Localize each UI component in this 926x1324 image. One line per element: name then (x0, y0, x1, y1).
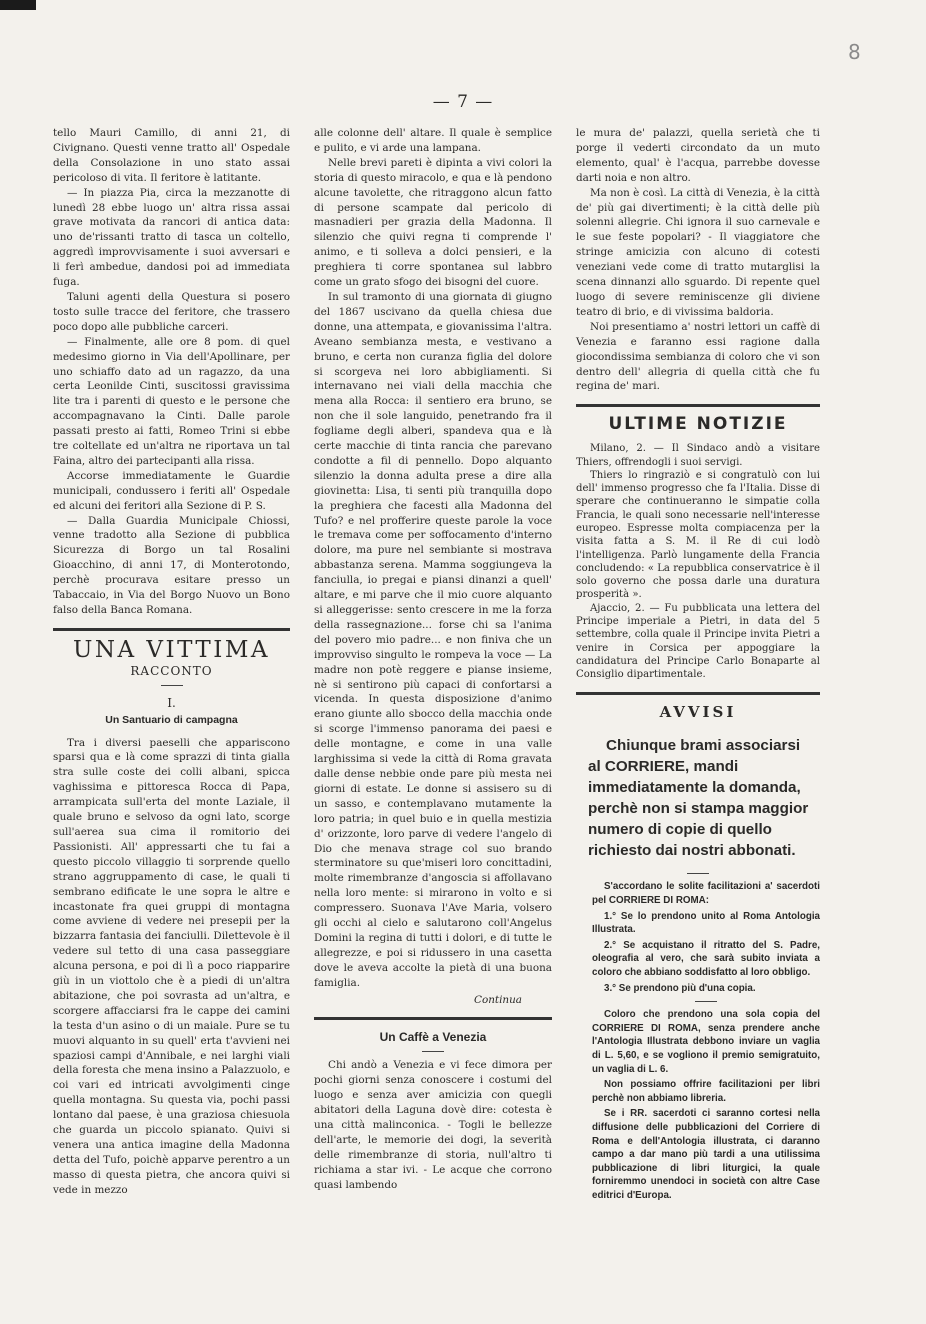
short-divider (422, 1051, 444, 1052)
news-item: Thiers lo ringraziò e si congratulò con lui dell' immenso progresso che fa l'Italia. Disse di sperare che continueranno le simpatie colla Francia, le quali sono necessarie nell'interesse europeo. Espresse molta compiacenza per la visita fatta a S. M. il Re di cui lodò l'intelligenza. Parlò lungamente della Francia concludendo: « La repubblica conservatrice è il solo governo che possa darle una duratura prosperità ». (576, 469, 820, 601)
column-right (576, 126, 820, 1205)
article-paragraph: Chi andò a Venezia e vi fece dimora per pochi giorni senza conoscere i costumi del luogo e senza aver amicizia con quegli abitatori della Laguna dovè dire: cotesta è una città malinconica. - Togli le bellezze dell'arte, le memorie dei dogi, la severità delle rimembranze di storia, null'altro ti richiama a star ivi. - Le acque che corrono quasi lambendo (314, 1059, 552, 1191)
story-paragraph: In sul tramonto di una giornata di giugno del 1867 uscivano da quella chiesa due donne, una attempata, e giovanissima l'altra. Aveano sembianza mesta, e vestivano a bruno, e certa non curanza figlia del dolore si scorgeva nei loro abbigliamenti. Si internavano nei viali della macchia che mena alla Rocca: il sentiero era bruno, se non che il sole languido, penetrando fra il fogliame degli alberi, spandeva qua e là certe macchie di tinta rancia che parevano condotte a fil di pennello. Dopo alquanto silenzio la donna adulta prese a dire alla giovinetta: Lisa, ti senti più tranquilla dopo la preghiera che facesti alla Madonna del Tufo? e nel profferire queste parole la voce le tremava come per soffocamento d'interno dolore, ma pure nel sembiante si mostrava abbastanza serena. Mamma soggiungeva la fanciulla, io pregai e piansi dinanzi a quell' altare, e mi parve che il mio cuore alquanto si alleggerisse: sento crescere in me la forza della rassegnazione... forse chi sa l'anima del povero mio padre... e non finiva che un improvviso singulto le rompeva la voce — La madre non potè reggere e pianse insieme, nè si sentirono più capaci di confortarsi a vicenda. In questa disposizione d'animo erano giunte allo sbocco della macchia onde si scorge l'immenso panorama dei paesi e delle montagne, e come in una valle larghissima si vede la città di Roma gravata dalle dense nebbie onde pare più mesta nei giorni di estate. Le donne si assisero su di un sasso, e contemplavano mutamente la loro patria; in quel buio e in quella mestizia d' orizzonte, loro parve di vedere l'angelo di Dio che menava strage col suo brando sterminatore su que'miseri loro concittadini, molte rimembranze d'angoscia si affollavano nella loro mente: si mirarono in volto e si compressero. Suonava l'Ave Maria, volsero gli occhi al cielo e salutarono coll'Angelus Domini la regina di tutti i dolori, e di tutte le allegrezze, e poi si ridussero in una casetta dove le aveva accolte la pietà di una buona famiglia. (314, 290, 552, 989)
article-paragraph: le mura de' palazzi, quella serietà che ti porge il vederti circondato da un muto elemento, qual' è l'acqua, parrebbe dovesse darti noia e non altro. (576, 127, 820, 184)
page-number: — 7 — (432, 92, 494, 112)
story-paragraph: Nelle brevi pareti è dipinta a vivi colori la storia di questo miracolo, e qua e là pendono alcune tavolette, che ritraggono alcun fatto di persone scampate dal pericolo di masnadieri per grazia della Madonna. Il silenzio che quivi regna ti comprende l' animo, e ti solleva a dolci pensieri, e la preghiera ti corre spontanea sul labbro come un grato sfogo dei bisogni del cuore. (314, 156, 552, 289)
article-paragraph: Noi presentiamo a' nostri lettori un caffè di Venezia e faranno essi ragione dalla giocondissima sembianza di coloro che vi son dentro dell' allegria di quella città che fu regina de' mari. (576, 320, 820, 393)
news-item: Ajaccio, 2. — Fu pubblicata una lettera del Principe imperiale a Pietri, in data del 5 settembre, colla quale il Principe invita Pietri a venire in Corsica per appoggiare la candidatura del Principe Carlo Bonaparte al Consiglio dipartimentale. (576, 602, 820, 681)
story-paragraph: alle colonne dell' altare. Il quale è semplice e pulito, e vi arde una lampana. (314, 127, 552, 154)
news-paragraph: tello Mauri Camillo, di anni 21, di Civignano. Questi venne tratto all' Ospedale della Consolazione in uno stato assai pericoloso di vita. Il feritore è latitante. (53, 127, 290, 184)
avvisi-note: 3.° Se prendono più d'una copia. (604, 982, 756, 994)
article-paragraph: Ma non è così. La città di Venezia, è la città de' più gai divertimenti; è la città delle più solenni allegrie. Chi ignora il suo carnevale e le sue feste popolari? - Il viaggiatore che stringe amicizia con alcuno di cotesti veneziani vede come di tratto mutarglisi la scena dinnanzi allo sguardo. Di repente quel luogo di severe reminiscenze gli diviene teatro di brio, e di vivissima baldoria. (576, 186, 820, 318)
news-paragraph: Taluni agenti della Questura si posero tosto sulle tracce del feritore, che trassero poco dopo alle pubbliche carceri. (53, 290, 290, 333)
section-divider (576, 692, 820, 695)
corner-ink-mark (0, 0, 36, 10)
section-divider (53, 628, 290, 631)
avvisi-main-notice: Chiunque brami associarsi al CORRIERE, mandi immediatamente la domanda, perchè non si stampa maggior numero di copie di quello richiesto dai nostri abbonati. (588, 737, 809, 860)
section-divider (576, 404, 820, 407)
story-paragraph: Tra i diversi paeselli che appariscono sparsi qua e là come sprazzi di tinta gialla stra sulle coste dei colli albani, spicca vaghissima e pittoresca Rocca di Papa, arrampicata sull'erta del monte Laziale, il quale bruno e selvoso da ogni lato, scorge sull'aerea sua cima il romitorio dei Passionisti. All' appressarti che tu fai a questo piccolo villaggio ti sorprende quello strano aggruppamento di case, le quali ti sembrano edificate le une sopra le altre e incastonate fra quei gruppi di montagna come avviene di vedere nei presepii per la bizzarra fantasia dei fanciulli. Dilettevole è il vedere sul tetto di una casa passeggiare alcuna persona, e poi di lì a poco riapparire giù in un viottolo che è a piedi di un'altra abitazione, che poi sovrasta ad un'altra, e scorgere affacciarsi fra le cappe dei camini la testa d'un asino o di un maiale. Pure se tu muovi alquanto in su quell' erta t'avvieni nei spaziosi campi d'Annibale, e nei larghi viali della foresta che mena insino a Palazzuolo, e coi vari ed intricati avvolgimenti cinge quella montagna. Su questa via, pochi passi lontano dal paese, è una graziosa chiesuola che guarda un piccolo spianato. Quivi si venera una antica imagine della Madonna detta del Tufo, poichè apparve perentro a un masso di questa pietra, che ancora quivi si vede in mezzo (53, 736, 291, 1196)
continua-label: Continua (474, 993, 522, 1006)
chapter-number: I. (167, 695, 176, 710)
chapter-title: Un Santuario di campagna (105, 713, 238, 726)
news-body (576, 442, 820, 681)
avvisi-note: 2.° Se acquistano il ritratto del S. Padre, oleografia al vero, che sarà subito inviata a coloro che abbiano soddisfatto al loro obbligo. (592, 939, 820, 979)
short-divider (687, 873, 709, 874)
avvisi-note: S'accordano le solite facilitazioni a' sacerdoti pel CORRIERE DI ROMA: (592, 881, 820, 907)
short-divider (161, 685, 183, 686)
short-divider (695, 1001, 717, 1002)
avvisi-note: Coloro che prendono una sola copia del CORRIERE DI ROMA, senza prendere anche l'Antologia Illustrata debbono inviare un vaglia di L. 5,60, e se vogliono il premio semigratuito, un vaglia di L. 6. (592, 1009, 820, 1075)
avvisi-note: 1.° Se lo prendono unito al Roma Antologia Illustrata. (592, 910, 820, 936)
story-title: UNA VITTIMA (73, 636, 270, 663)
news-item: Milano, 2. — Il Sindaco andò a visitare Thiers, offrendogli i suoi servigi. (576, 443, 820, 468)
column-left (53, 126, 290, 1198)
avvisi-title: AVVISI (659, 702, 737, 721)
news-paragraph: Accorse immediatamente le Guardie municipali, condussero i feriti all' Ospedale ed alcuni dei feritori alla Sezione di P. S. (53, 469, 290, 512)
avvisi-notes (592, 880, 820, 1202)
news-paragraph: — Finalmente, alle ore 8 pom. di quel medesimo giorno in Via dell'Apollinare, per uno schiaffo dato ad un ragazzo, da una certa Leonilde Cinti, suscitossi gravissima lite tra i parenti di questo e le persone che accompagnavano la Cinti. Dalle parole passati presto ai fatti, Romeo Trini si ebbe tre coltellate ed un'altra ne riportava un tal Faina, altro dei partecipanti alla rissa. (53, 335, 290, 467)
story-subtitle: RACCONTO (130, 663, 213, 678)
avvisi-note: Se i RR. sacerdoti ci saranno cortesi nella diffusione delle pubblicazioni del Corriere di Roma e dell'Antologia illustrata, ci daranno campo a dar mano più tardi a una utilissima pubblicazione di libri liturgici, la quale forniremmo unendoci in società con altre Case editrici d'Europa. (592, 1108, 820, 1201)
avvisi-note: Non possiamo offrire facilitazioni per libri perchè non abbiamo libreria. (592, 1079, 820, 1104)
news-paragraph: — Dalla Guardia Municipale Chiossi, venne tradotto alla Sezione di pubblica Sicurezza di Borgo un tal Rosalini Gioacchino, di anni 17, di Monterotondo, perchè procurava esitare presso un Tabaccaio, in Via del Borgo Nuovo un Bono falso della Banca Romana. (53, 514, 290, 616)
news-section-title: ULTIME NOTIZIE (608, 414, 788, 435)
page-corner-number: 8 (848, 40, 861, 64)
section-divider (314, 1017, 552, 1020)
column-middle (314, 126, 552, 1193)
news-paragraph: — In piazza Pia, circa la mezzanotte di lunedì 28 ebbe luogo un' altra rissa assai grave motivata da rancori di antica data: uno de'rissanti tratto di tasca un coltello, aggredì improvvisamente i suoi avversari e li ferì ambedue, dandosi poi ad immediata fuga. (53, 186, 290, 289)
section-title: Un Caffè a Venezia (379, 1030, 487, 1045)
